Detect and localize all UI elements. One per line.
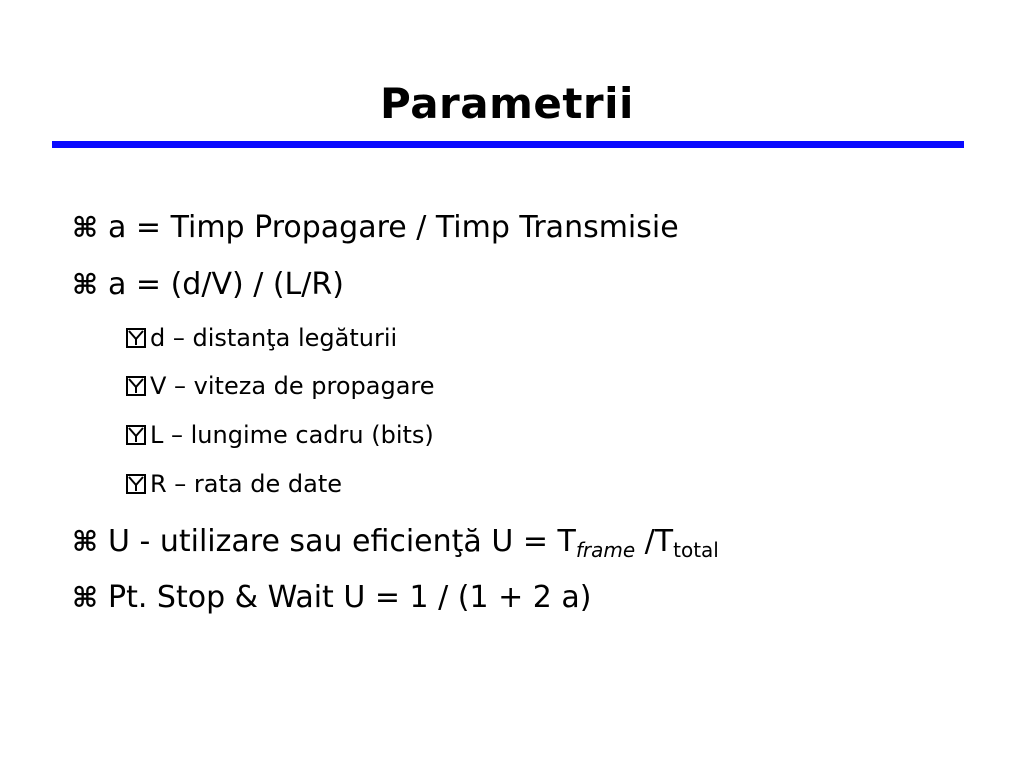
checkbox-check-icon [126,474,146,494]
checkbox-check-icon [126,328,146,348]
bullet-item-1 [72,208,679,248]
command-key-icon: ⌘ [72,525,98,558]
bullet-text: U - utilizare sau eficienţă U = T [108,524,576,559]
sub-bullet-item-4 [126,468,342,500]
sub-bullet-text: L – lungime cadru (bits) [150,421,434,449]
sub-bullet-text: d – distanţa legăturii [150,324,398,352]
sub-bullet-item-1 [126,322,397,354]
bullet-text: a = Timp Propagare / Timp Transmisie [108,210,679,245]
sub-bullet-item-3 [126,419,434,451]
sub-bullet-text: V – viteza de propagare [150,372,435,400]
bullet-text-mid: /T [635,524,674,559]
sub-bullet-item-2 [126,370,435,402]
subscript-frame: frame [575,538,636,562]
sub-bullet-text: R – rata de date [150,470,342,498]
command-key-icon: ⌘ [72,581,98,614]
bullet-text: a = (d/V) / (L/R) [108,267,344,302]
subscript-total: total [673,538,719,562]
command-key-icon: ⌘ [72,268,98,301]
bullet-item-4 [72,578,592,618]
bullet-text: Pt. Stop & Wait U = 1 / (1 + 2 a) [108,580,592,615]
checkbox-check-icon [126,376,146,396]
bullet-item-2 [72,265,344,305]
title-underline [52,141,964,148]
slide-title: Parametrii [380,79,634,128]
checkbox-check-icon [126,425,146,445]
bullet-item-3 [72,522,719,562]
command-key-icon: ⌘ [72,211,98,244]
